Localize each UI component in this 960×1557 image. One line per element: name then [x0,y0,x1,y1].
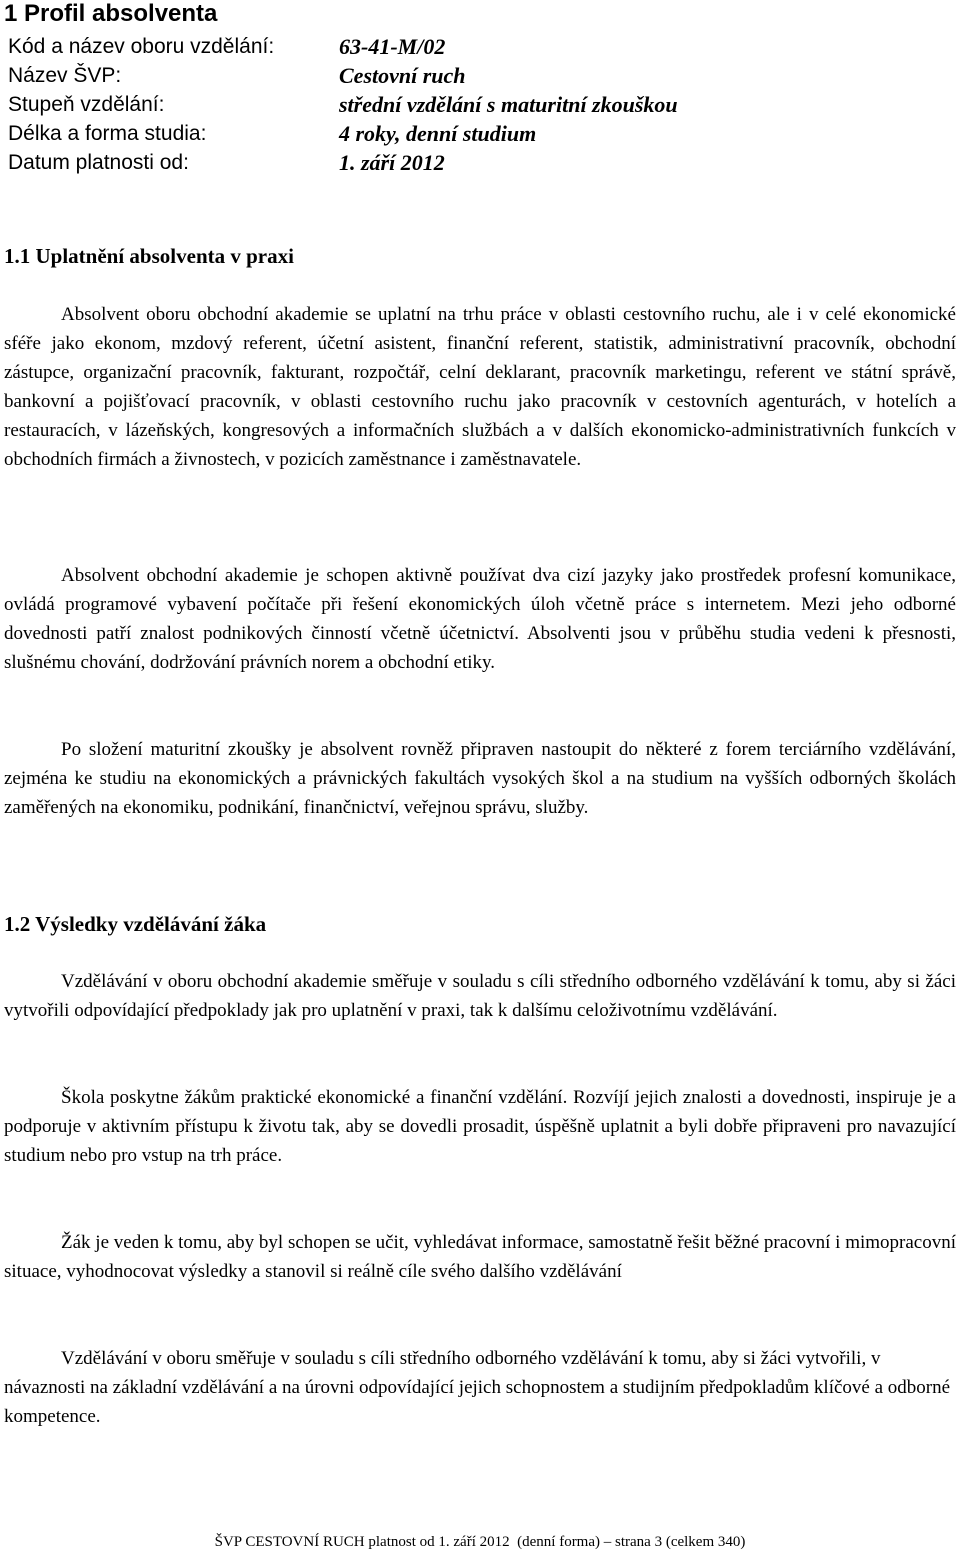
footer-page-number: (denní forma) – strana 3 (celkem 340) [517,1534,746,1550]
paragraph: Vzdělávání v oboru směřuje v souladu s cíli středního odborného vzdělávání k tomu, aby si žáci vytvořili, v návaznosti na základní vzdělávání a na úrovni odpovídající jejich schopnostem a studijním předpokladům klíčové a odborné kompetence. [4,1348,951,1427]
paragraph: Žák je veden k tomu, aby byl schopen se učit, vyhledávat informace, samostatně řešit běžné pracovní i mimopracovní situace, vyhodnocovat výsledky a stanovil si reálně cíle svého dalšího vzdělávání [4,1232,956,1282]
paragraph: Škola poskytne žákům praktické ekonomické a finanční vzdělání. Rozvíjí jejich znalosti a dovednosti, inspiruje je a podporuje v aktivním přístupu k životu tak, aby se dovedli prosadit, úspěšně uplatnit a byli dobře připraveni pro navazující studium nebo pro vstup na trh práce. [4,1087,956,1166]
program-info-row [8,148,708,177]
footer-document-info: ŠVP CESTOVNÍ RUCH platnost od 1. září 2012 [214,1534,510,1550]
program-info-row [8,32,708,61]
paragraph: Absolvent obchodní akademie je schopen aktivně používat dva cizí jazyky jako prostředek profesní komunikace, ovládá programové vybavení počítače při řešení ekonomických úloh včetně práce s internetem. Mezi jeho odborné dovednosti patří znalost podnikových činností včetně účetnictví. Absolventi jsou v průběhu studia vedeni k přesnosti, slušnému chování, dodržování právních norem a obchodní etiky. [4,565,956,673]
study-form-value: 4 roky, denní studium [339,121,537,146]
program-code-label: Kód a název oboru vzdělání: [8,35,275,58]
svp-name-value: Cestovní ruch [339,63,466,88]
education-level-label: Stupeň vzdělání: [8,93,165,116]
program-info-row [8,61,708,90]
program-info-row [8,119,708,148]
page-title: 1 Profil absolventa [4,0,218,27]
validity-date-label: Datum platnosti od: [8,151,189,174]
page-footer [0,1532,960,1552]
section-heading-learning-outcomes: 1.2 Výsledky vzdělávání žáka [4,912,267,936]
study-form-label: Délka a forma studia: [8,122,207,145]
program-code-value: 63-41-M/02 [339,34,446,59]
section-heading-graduate-employment: 1.1 Uplatnění absolventa v praxi [4,244,294,268]
svp-name-label: Název ŠVP: [8,64,122,87]
program-info-row [8,90,708,119]
program-info [8,32,708,177]
paragraph: Absolvent oboru obchodní akademie se uplatní na trhu práce v oblasti cestovního ruchu, ale i v celé ekonomické sféře jako ekonom, mzdový referent, účetní asistent, finanční referent, statistik, administrativní pracovník, obchodní zástupce, organizační pracovník, fakturant, rozpočtář, celní deklarant, pracovník marketingu, referent ve státní správě, bankovní a pojišťovací pracovník, v oblasti cestovního ruchu jako pracovník v cestovních agenturách, v hotelích a restauracích, v lázeňských, kongresových a informačních službách a v dalších ekonomicko-administrativních funkcích v obchodních firmách a živnostech, v pozicích zaměstnance i zaměstnavatele. [4,304,956,470]
paragraph: Po složení maturitní zkoušky je absolvent rovněž připraven nastoupit do některé z forem terciárního vzdělávání, zejména ke studiu na ekonomických a právnických fakultách vysokých škol a na studium na vyšších odborných školách zaměřených na ekonomiku, podnikání, finančnictví, veřejnou správu, služby. [4,739,956,818]
education-level-value: střední vzdělání s maturitní zkouškou [339,92,678,117]
paragraph: Vzdělávání v oboru obchodní akademie směřuje v souladu s cíli středního odborného vzdělávání k tomu, aby si žáci vytvořili odpovídající předpoklady jak pro uplatnění v praxi, tak k dalšímu celoživotnímu vzdělávání. [4,971,956,1021]
validity-date-value: 1. září 2012 [339,150,445,175]
